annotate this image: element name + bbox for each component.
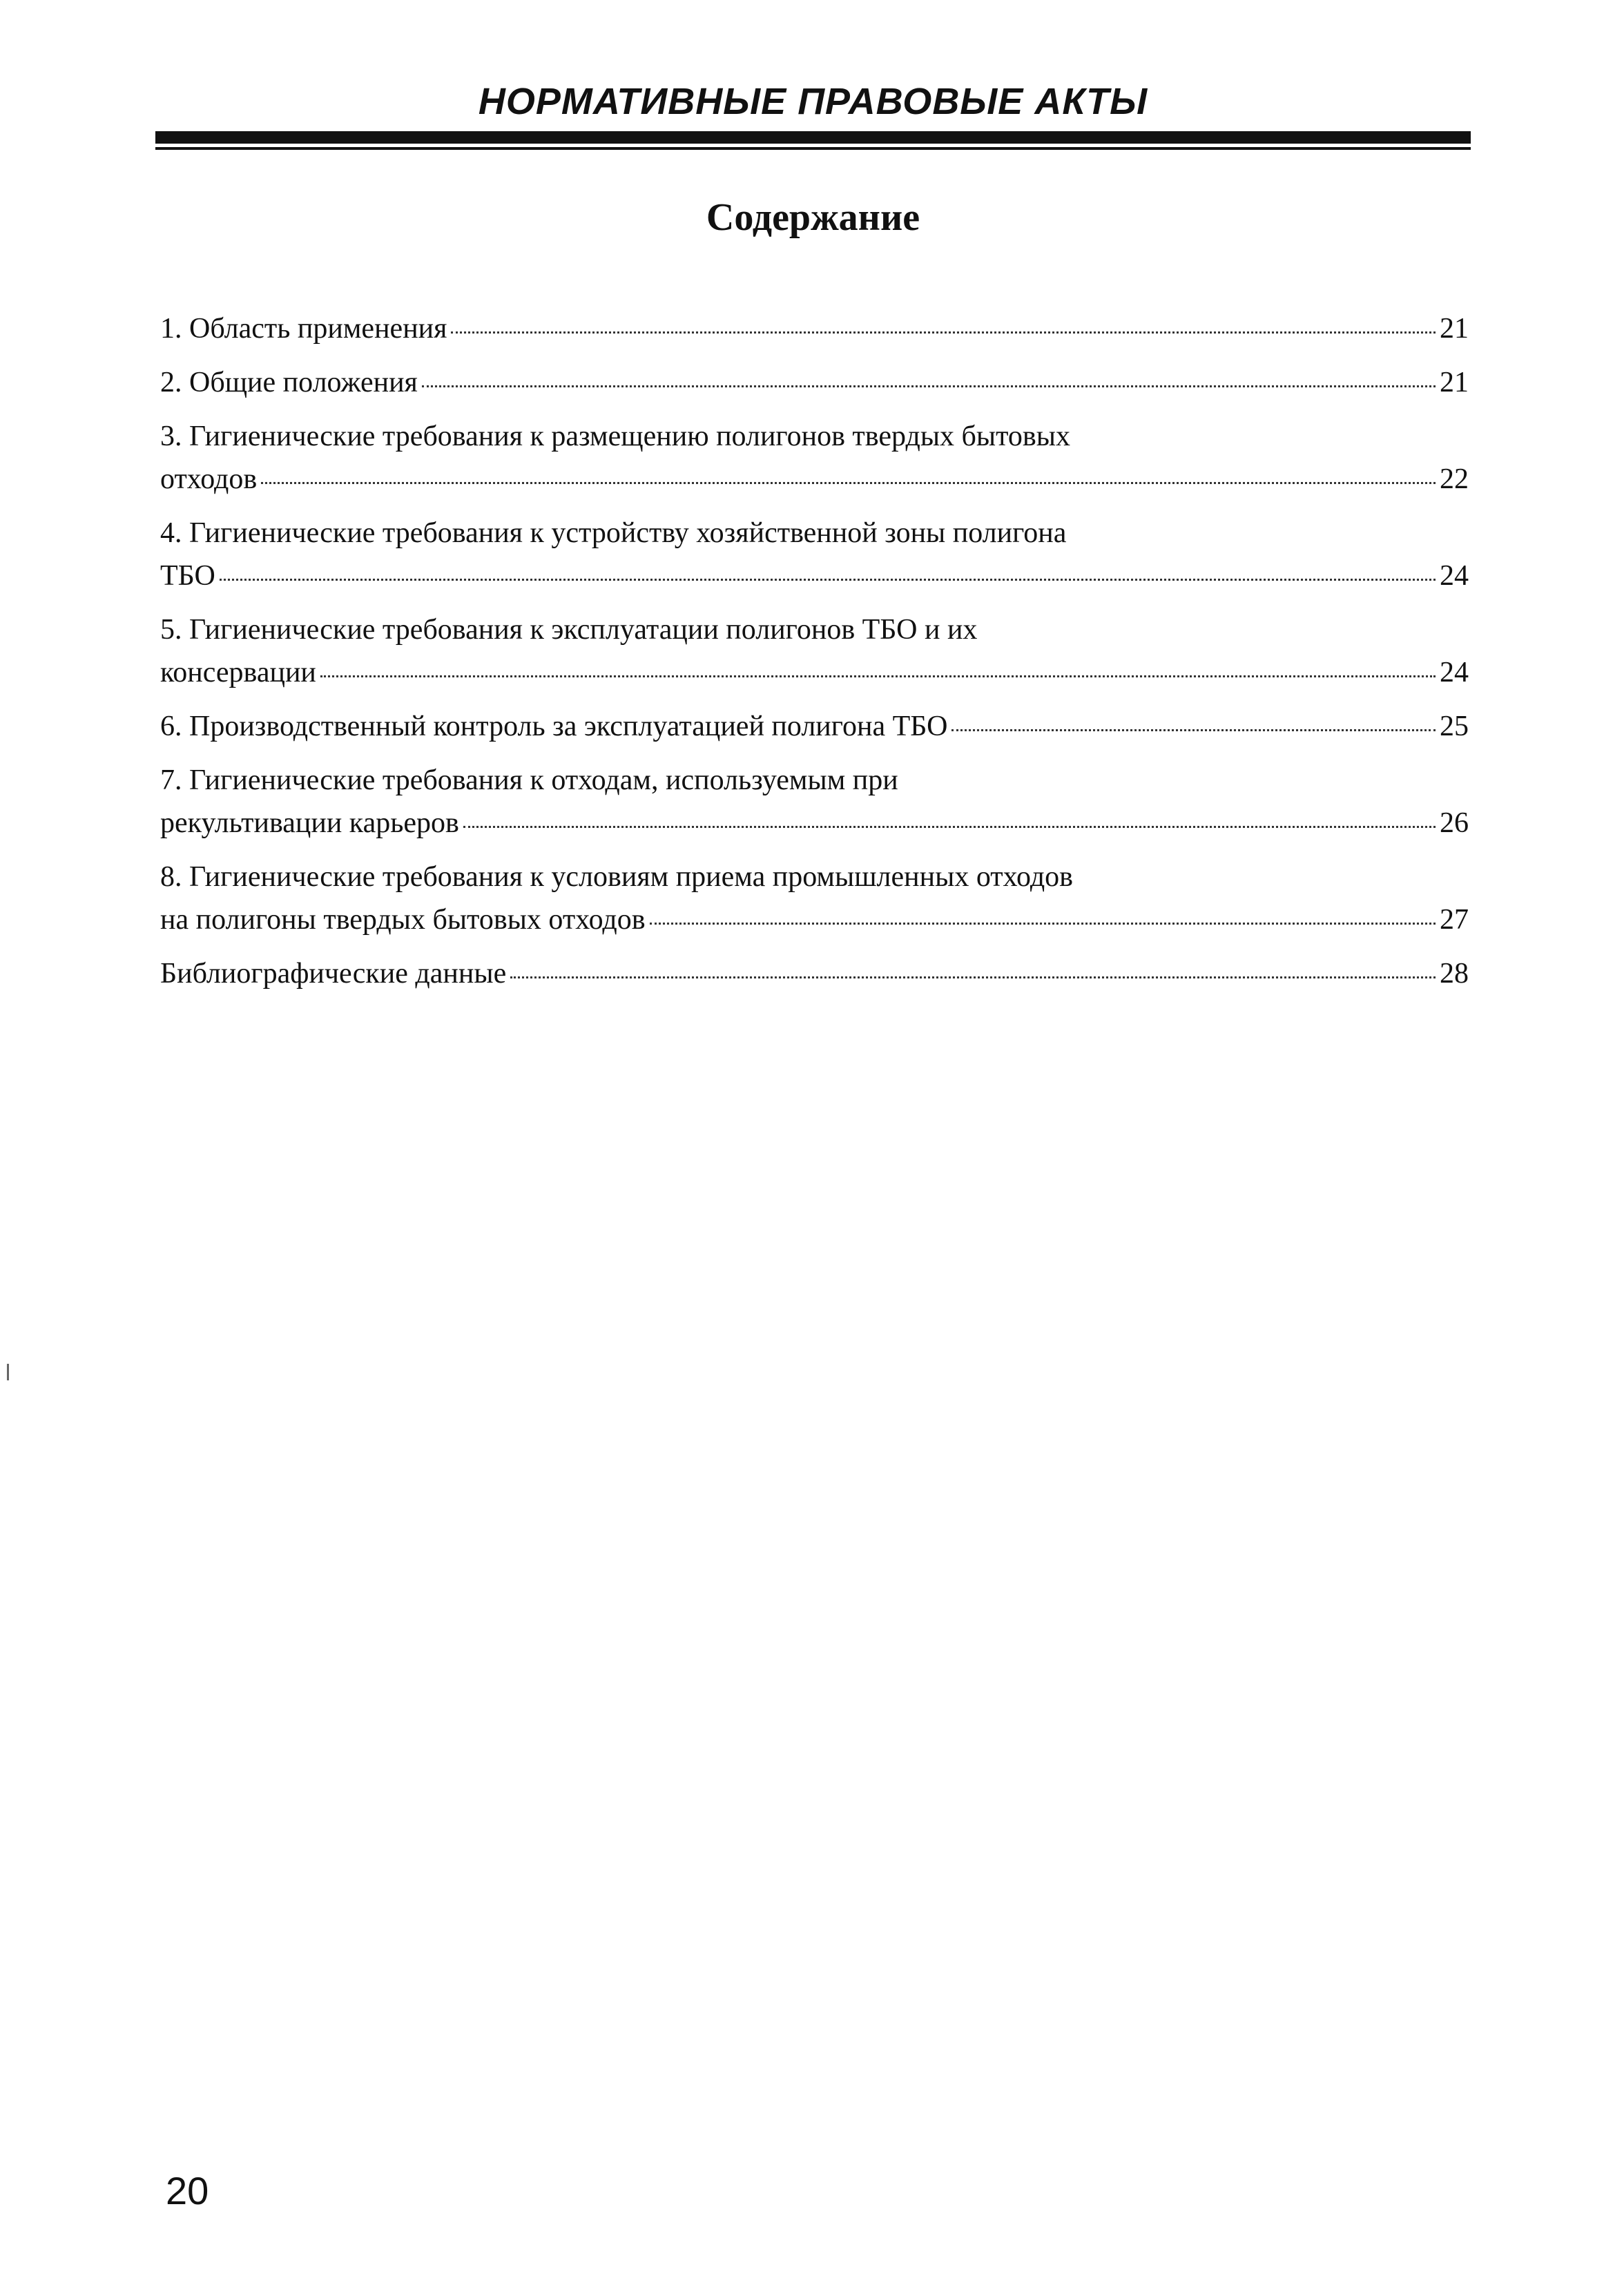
toc-entry-text: ТБО: [160, 560, 215, 592]
toc-leader-dots: [422, 385, 1436, 387]
toc-entry-text: 2. Общие положения: [160, 367, 418, 398]
toc-entry-text: рекультивации карьеров: [160, 807, 459, 839]
toc-entry-text: отходов: [160, 463, 258, 495]
toc-title: Содержание: [706, 196, 920, 239]
toc-entry-text: на полигоны твердых бытовых отходов: [160, 904, 646, 936]
toc-entry-6[interactable]: [160, 705, 1469, 748]
toc-page-number: 24: [1440, 657, 1469, 688]
toc-entry-head: 7. Гигиенические требования к отходам, используемым при: [160, 764, 898, 796]
toc-entry-head: 4. Гигиенические требования к устройству хозяйственной зоны полигона: [160, 517, 1067, 549]
toc-page-number: 28: [1440, 958, 1469, 990]
toc-entry-1[interactable]: [160, 307, 1469, 350]
header-rule-thick: [155, 131, 1471, 144]
toc-page-number: 21: [1440, 367, 1469, 398]
toc-entry-text: 1. Область применения: [160, 313, 447, 345]
toc-entry-3[interactable]: [160, 415, 1469, 501]
toc-leader-dots: [451, 331, 1436, 334]
toc-page-number: 25: [1440, 711, 1469, 742]
scan-margin-mark: [7, 1364, 9, 1380]
toc-entry-text: консервации: [160, 657, 316, 688]
toc-entry-9[interactable]: [160, 952, 1469, 995]
toc-entry-7[interactable]: [160, 759, 1469, 845]
toc-entry-text: 6. Производственный контроль за эксплуатацией полигона ТБО: [160, 711, 948, 742]
toc-leader-dots: [650, 923, 1436, 925]
toc-page-number: 22: [1440, 463, 1469, 495]
toc-entry-8[interactable]: [160, 856, 1469, 941]
toc-leader-dots: [463, 826, 1436, 828]
section-header: НОРМАТИВНЫЕ ПРАВОВЫЕ АКТЫ: [478, 81, 1148, 122]
toc-entry-4[interactable]: [160, 512, 1469, 597]
toc-page-number: 26: [1440, 807, 1469, 839]
header-rule-thin: [155, 147, 1471, 150]
toc-entry-5[interactable]: [160, 608, 1469, 694]
toc-leader-dots: [510, 976, 1436, 978]
page-number: 20: [166, 2169, 209, 2212]
toc-entry-head: 5. Гигиенические требования к эксплуатации полигонов ТБО и их: [160, 614, 978, 646]
toc-leader-dots: [220, 579, 1436, 581]
toc-entry-2[interactable]: [160, 361, 1469, 404]
toc-page-number: 27: [1440, 904, 1469, 936]
toc-entry-head: 8. Гигиенические требования к условиям приема промышленных отходов: [160, 861, 1074, 893]
toc-page-number: 21: [1440, 313, 1469, 345]
toc-leader-dots: [320, 675, 1436, 677]
toc-page-number: 24: [1440, 560, 1469, 592]
table-of-contents: [160, 307, 1469, 1006]
toc-entry-text: Библиографические данные: [160, 958, 507, 990]
toc-leader-dots: [951, 729, 1436, 731]
toc-entry-head: 3. Гигиенические требования к размещению полигонов твердых бытовых: [160, 421, 1070, 452]
toc-leader-dots: [261, 482, 1436, 484]
